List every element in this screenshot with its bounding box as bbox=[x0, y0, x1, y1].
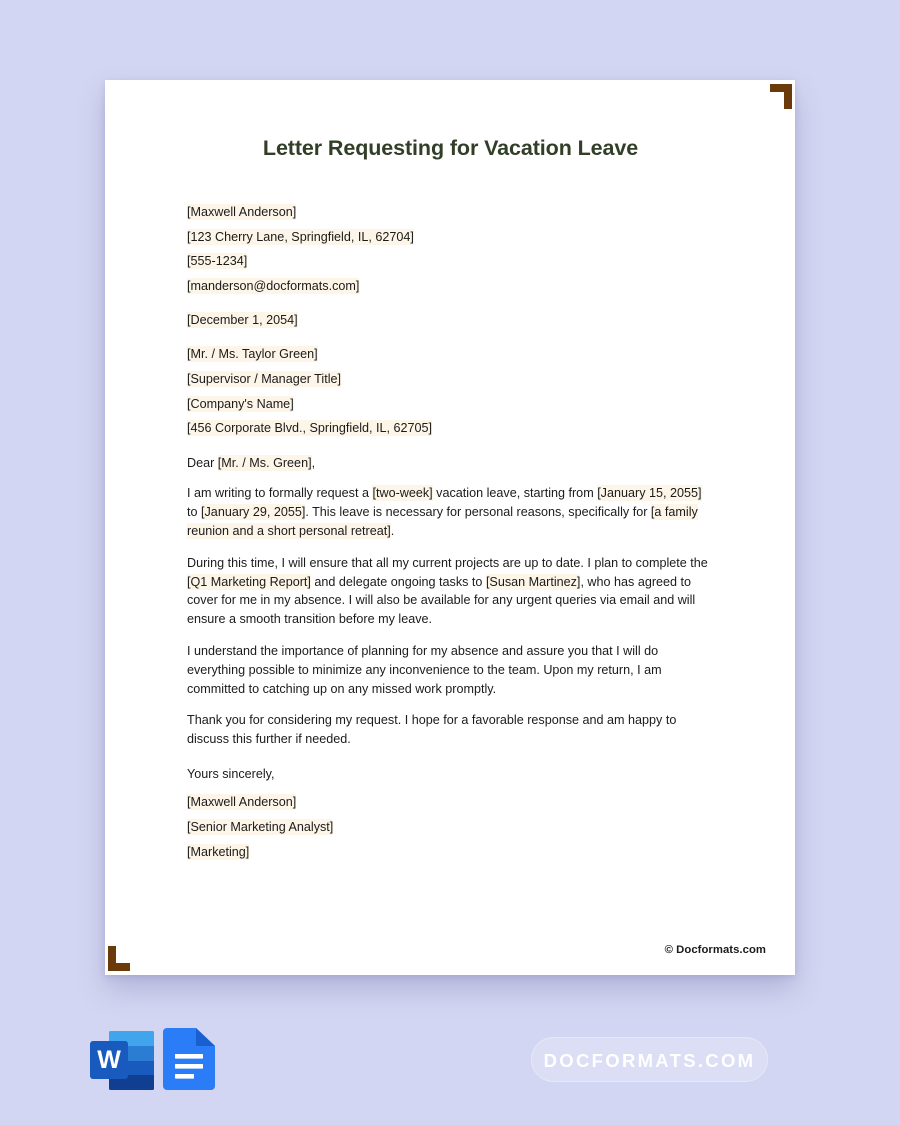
letter-paragraph bbox=[187, 642, 714, 698]
recipient-title-value: [Supervisor / Manager Title] bbox=[187, 372, 341, 387]
paragraph-text: and delegate ongoing tasks to bbox=[310, 574, 486, 589]
spacer bbox=[187, 441, 714, 451]
placeholder-text: [January 29, 2055] bbox=[201, 505, 306, 520]
google-docs-icon[interactable] bbox=[163, 1028, 215, 1090]
spacer bbox=[187, 333, 714, 343]
signature-department-value: [Marketing] bbox=[187, 844, 250, 859]
sender-email-value: [manderson@docformats.com] bbox=[187, 278, 360, 293]
letter-paragraphs bbox=[187, 484, 714, 749]
paragraph-text: vacation leave, starting from bbox=[432, 486, 598, 501]
paragraph-text: . bbox=[390, 523, 395, 538]
corner-ornament-top-right-icon bbox=[770, 84, 792, 109]
spacer bbox=[187, 475, 714, 484]
bottom-bar bbox=[0, 1020, 900, 1100]
signature-job-title bbox=[187, 815, 714, 840]
recipient-name bbox=[187, 342, 714, 367]
closing-line: Yours sincerely, bbox=[187, 766, 275, 781]
letter-date bbox=[187, 308, 714, 333]
signature-job-title-value: [Senior Marketing Analyst] bbox=[187, 819, 334, 834]
sender-name-value: [Maxwell Anderson] bbox=[187, 204, 297, 219]
placeholder-text: [two-week] bbox=[372, 486, 433, 501]
salutation bbox=[187, 451, 714, 476]
sender-name bbox=[187, 200, 714, 225]
paragraph-text: I understand the importance of planning for my absence and assure you that I will do everything possible to minimize any inconvenience to the team. Upon my return, I am committed to catching up on any missed work promptly. bbox=[187, 643, 662, 696]
letter-paragraph bbox=[187, 484, 714, 540]
placeholder-text: [a family reunion and a short personal retreat] bbox=[187, 505, 698, 538]
google-docs-icon-glyph bbox=[163, 1028, 215, 1090]
sender-address-value: [123 Cherry Lane, Springfield, IL, 62704] bbox=[187, 229, 414, 244]
sender-phone bbox=[187, 249, 714, 274]
paragraph-text: I am writing to formally request a bbox=[187, 486, 373, 501]
signature-name-value: [Maxwell Anderson] bbox=[187, 794, 297, 809]
salutation-suffix: , bbox=[311, 455, 316, 470]
recipient-block bbox=[187, 342, 714, 441]
paragraph-text: Thank you for considering my request. I hope for a favorable response and am happy to discuss this further if needed. bbox=[187, 713, 677, 747]
recipient-company bbox=[187, 392, 714, 417]
paragraph-text: to bbox=[187, 505, 202, 520]
paragraph-text: , who has agreed to cover for me in my absence. I will also be available for any urgent queries via email and will ensure a smooth transition before my leave. bbox=[187, 574, 696, 627]
corner-ornament-bottom-left-icon bbox=[108, 946, 130, 971]
paragraph-text: During this time, I will ensure that all my current projects are up to date. I plan to complete the bbox=[187, 555, 708, 570]
recipient-address-value: [456 Corporate Blvd., Springfield, IL, 62705] bbox=[187, 421, 433, 436]
signature-department bbox=[187, 840, 714, 865]
recipient-address bbox=[187, 416, 714, 441]
microsoft-word-icon[interactable] bbox=[90, 1028, 154, 1090]
document-page bbox=[105, 80, 795, 975]
placeholder-text: [Q1 Marketing Report] bbox=[187, 574, 311, 589]
sender-block bbox=[187, 200, 714, 299]
sender-email bbox=[187, 274, 714, 299]
page-title: Letter Requesting for Vacation Leave bbox=[262, 136, 639, 160]
placeholder-text: [Susan Martinez] bbox=[485, 574, 581, 589]
recipient-name-value: [Mr. / Ms. Taylor Green] bbox=[187, 347, 318, 362]
format-icons-group bbox=[90, 1028, 215, 1090]
sender-address bbox=[187, 225, 714, 250]
salutation-prefix: Dear bbox=[187, 455, 218, 470]
word-icon-letter: W bbox=[90, 1041, 128, 1079]
recipient-title bbox=[187, 367, 714, 392]
spacer bbox=[187, 299, 714, 309]
sender-phone-value: [555-1234] bbox=[187, 254, 248, 269]
letter-paragraph bbox=[187, 554, 714, 629]
letter-paragraph bbox=[187, 711, 714, 749]
recipient-company-value: [Company's Name] bbox=[187, 396, 294, 411]
placeholder-text: [January 15, 2055] bbox=[597, 486, 702, 501]
letter-content bbox=[187, 136, 714, 865]
signature-name bbox=[187, 790, 714, 815]
paragraph-text: . This leave is necessary for personal reasons, specifically for bbox=[305, 505, 651, 520]
letter-date-value: [December 1, 2054] bbox=[187, 313, 298, 328]
docformats-watermark-badge: DOCFORMATS.COM bbox=[531, 1037, 768, 1082]
copyright-footer: © Docformats.com bbox=[664, 944, 766, 956]
salutation-placeholder: [Mr. / Ms. Green] bbox=[217, 455, 312, 470]
